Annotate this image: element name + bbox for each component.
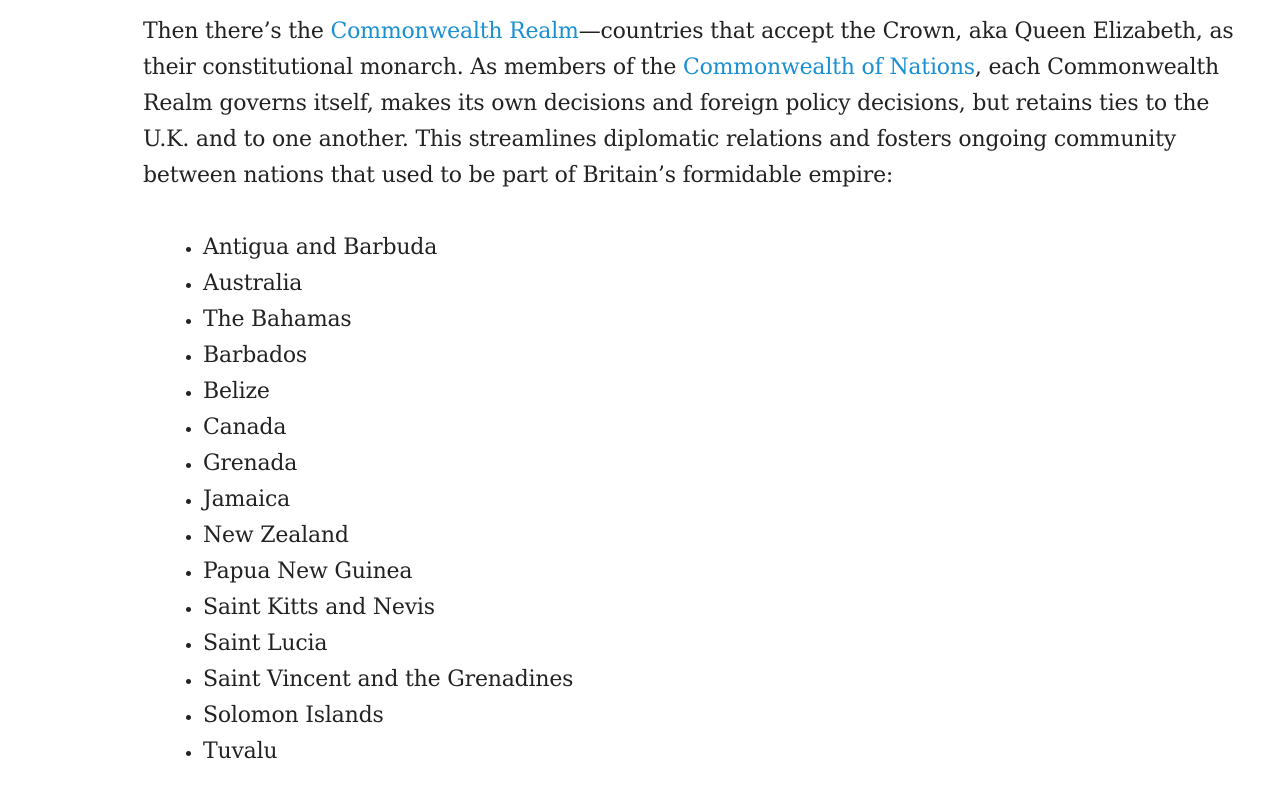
list-item: • Belize xyxy=(203,374,1238,410)
list-item: • Saint Vincent and the Grenadines xyxy=(203,662,1238,698)
list-item: • Solomon Islands xyxy=(203,698,1238,734)
country-list xyxy=(143,230,1238,770)
list-item: • The Bahamas xyxy=(203,302,1238,338)
intro-paragraph xyxy=(143,14,1238,194)
list-item: • New Zealand xyxy=(203,518,1238,554)
commonwealth-realm-link[interactable]: Commonwealth Realm xyxy=(330,19,579,44)
list-item: • Saint Kitts and Nevis xyxy=(203,590,1238,626)
intro-text-3: , each Commonwealth Realm governs itself, makes its own decisions and foreign policy decisions, but retains ties to the U.K. and to one another. This streamlines diplomatic relations and fosters ongoing community between nations that used to be part of Britain’s formidable empire: xyxy=(143,55,1219,188)
list-item: • Saint Lucia xyxy=(203,626,1238,662)
list-item: • Papua New Guinea xyxy=(203,554,1238,590)
list-item: • Canada xyxy=(203,410,1238,446)
commonwealth-of-nations-link[interactable]: Commonwealth of Nations xyxy=(682,55,975,80)
intro-text-2: —countries that accept the Crown, aka Queen Elizabeth, as their constitutional monarch. As members of the xyxy=(143,19,1234,80)
intro-text-1: Then there’s the xyxy=(143,19,331,44)
list-item: • Barbados xyxy=(203,338,1238,374)
article-body xyxy=(143,14,1238,770)
list-item: • Australia xyxy=(203,266,1238,302)
list-item: • Antigua and Barbuda xyxy=(203,230,1238,266)
list-item: • Tuvalu xyxy=(203,734,1238,770)
list-item: • Grenada xyxy=(203,446,1238,482)
list-item: • Jamaica xyxy=(203,482,1238,518)
